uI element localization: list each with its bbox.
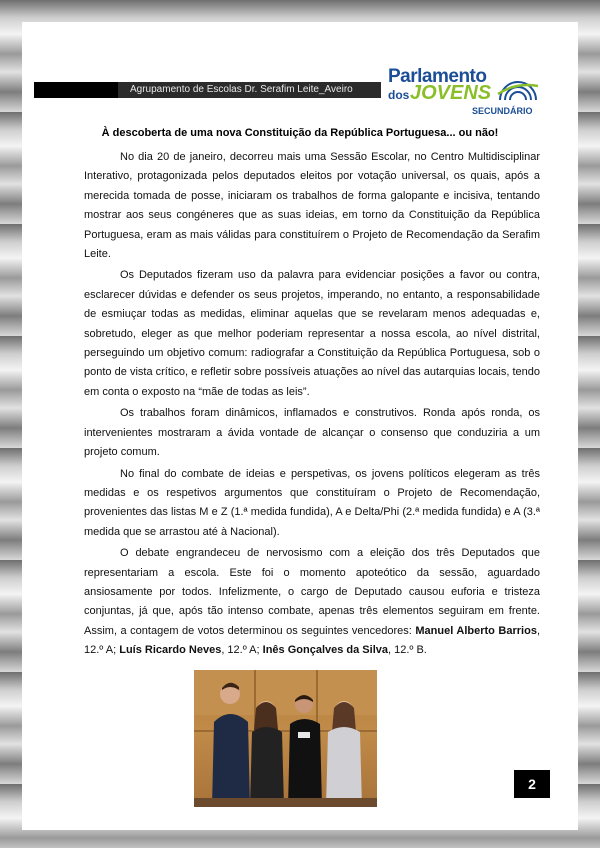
winner-class: , 12.º A;	[84, 624, 540, 657]
article-title: À descoberta de uma nova Constituição da República Portuguesa... ou não!	[101, 127, 499, 139]
winner-name: Luís Ricardo Neves	[119, 644, 222, 657]
winner-class: , 12.º B.	[387, 644, 427, 657]
winner-name: Manuel Alberto Barrios	[415, 624, 537, 637]
article-body	[84, 148, 540, 663]
paragraph: No final do combate de ideias e perspetivas, os jovens políticos elegeram as três medidas e os respetivos argumentos que constituíram o Projeto de Recomendação, provenientes das listas M e Z (1.ª medida fundida), A e Delta/Phi (2.ª medida fundida) e A (3.ª medida que se arrastou até à Nacional).	[84, 467, 540, 538]
header-black-block	[34, 82, 118, 98]
winners-intro: O debate engrandeceu de nervosismo com a eleição dos três Deputados que representariam a escola. Este foi o momento apoteótico da sessão, aguardado ansiosamente por todos. Infelizmente, o cargo de Deputado causou euforia e tristeza conjuntas, já que, após tão intenso combate, apenas três elementos seguiram em frente. Assim, a contagem de votos determinou os seguintes vencedores:	[84, 547, 540, 637]
logo-title: Parlamento	[388, 66, 487, 87]
logo-level: SECUNDÁRIO	[472, 106, 533, 116]
winner-class: , 12.º A;	[221, 644, 263, 657]
paragraph: Os Deputados fizeram uso da palavra para evidenciar posições a favor ou contra, esclarecer dúvidas e defender os seus projetos, imperando, no entanto, a responsabilidade de esmiuçar todas as medidas, eliminar aquelas que se revelaram menos adequadas e, sobretudo, eleger as que melhor poderiam representar a nossa escola, ao nível distrital, perseguindo um objetivo comum: radiografar a Constituição da República Portuguesa, sob o ponto de vista crítico, e refletir sobre possíveis atuações ao nível das autarquias locais, tendo em conta o exposto na “mãe de todas as leis”.	[84, 269, 540, 398]
paragraph: Os trabalhos foram dinâmicos, inflamados e construtivos. Ronda após ronda, os intervenientes mostraram a ávida vontade de alcançar o consenso que conduziria a um projeto comum.	[84, 407, 540, 459]
logo-dos: dos	[388, 88, 410, 102]
winner-name: Inês Gonçalves da Silva	[262, 644, 388, 657]
group-photo-image	[194, 670, 377, 807]
logo-jovens: JOVENS	[410, 82, 492, 104]
page-number: 2	[514, 770, 550, 798]
parlamento-jovens-logo	[386, 66, 544, 122]
paragraph: No dia 20 de janeiro, decorreu mais uma Sessão Escolar, no Centro Multidisciplinar Interativo, protagonizada pelos deputados eleitos por votação universal, os quais, após a merecida tomada de posse, iniciaram os trabalhos de forma galopante e incisiva, tentando mostrar aos seus congéneres que as suas ideias, em torno da Constituição da República Portuguesa, eram as mais válidas para constituírem o Projeto de Recomendação da Serafim Leite.	[84, 151, 540, 261]
hemicycle-icon	[496, 72, 540, 104]
group-photo	[194, 670, 377, 807]
document-page	[22, 22, 578, 830]
header-bar	[34, 82, 381, 98]
paragraph-winners	[84, 544, 540, 660]
school-name: Agrupamento de Escolas Dr. Serafim Leite_Aveiro	[130, 84, 353, 95]
